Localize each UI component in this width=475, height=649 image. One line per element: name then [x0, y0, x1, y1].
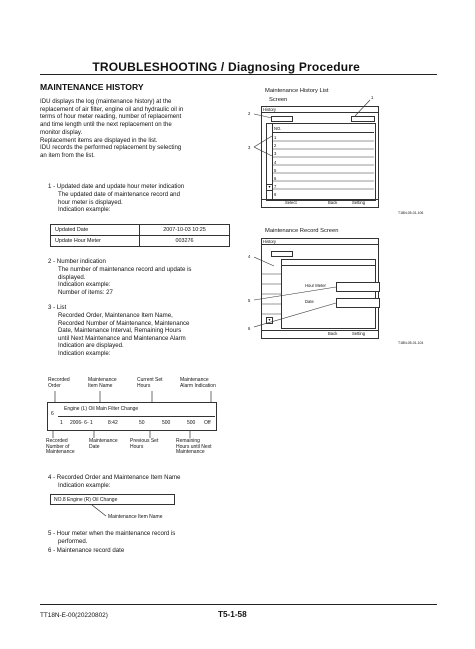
item2-heading: 2 - Number indication — [48, 258, 106, 265]
label-current-set: Current Set Hours — [137, 377, 163, 389]
list-row-time: 8:42 — [108, 420, 118, 426]
item3-heading: 3 - List — [48, 304, 67, 311]
item2-line: The number of maintenance record and update is — [58, 266, 192, 273]
item3-line: Indication example: — [58, 349, 111, 357]
item2-line: displayed. — [58, 273, 86, 281]
item5-heading: 5 - Hour meter when the maintenance record is — [48, 530, 176, 537]
fig2-window-title: History — [263, 239, 277, 244]
intro-paragraph — [40, 98, 236, 160]
item4-heading: 4 - Recorded Order and Maintenance Item Name — [48, 474, 181, 481]
list-row-previous: 50 — [139, 420, 145, 426]
intro-line: replacement of air filter, engine oil and hydraulic oil in — [40, 105, 184, 113]
table-cell-label: Update Hour Meter — [51, 236, 140, 247]
item4-leader — [90, 505, 110, 517]
fig2-hour-meter-label: Hour Meter — [305, 283, 326, 288]
fig1-window-title: History — [263, 107, 277, 112]
section-title: MAINTENANCE HISTORY — [40, 82, 144, 92]
intro-line: Replacement items are displayed in the list. — [40, 136, 158, 144]
page-header-title: TROUBLESHOOTING / Diagnosing Procedure — [92, 60, 360, 74]
label-alarm: Maintenance Alarm Indication — [180, 377, 216, 389]
list-row-count: 1 — [60, 420, 63, 426]
intro-line: monitor display. — [40, 128, 83, 136]
fig1-softkey-back[interactable]: Back — [328, 200, 338, 205]
header-rule — [40, 74, 437, 75]
fig2-callout-4: 4 — [248, 254, 251, 259]
fig2-date-label: Date — [305, 299, 314, 304]
item3-line: Date, Maintenance Interval, Remaining Hours — [58, 327, 182, 335]
table-row — [51, 225, 230, 236]
item3-line: Recorded Order, Maintenance Item Name, — [58, 312, 173, 319]
fig2-callout-5: 5 — [248, 298, 251, 303]
fig2-title-divider — [261, 244, 378, 245]
label-previous-set: Previous Set Hours — [130, 438, 159, 450]
item1-body — [58, 191, 234, 214]
item5-line: performed. — [58, 538, 88, 545]
fig2-caption: Maintenance Record Screen — [265, 228, 339, 234]
fig2-hour-meter-field[interactable] — [336, 282, 380, 292]
footer-rule — [40, 604, 437, 605]
fig1-callout-1: 1 — [371, 95, 374, 100]
label-remaining: Remaining Hours until Next Maintenance — [176, 438, 212, 456]
table-cell-value: 2007-10-03 10:25 — [140, 225, 230, 236]
table-row — [51, 236, 230, 247]
label-maintenance-date: Maintenance Date — [89, 438, 118, 450]
item1-heading: 1 - Updated date and update hour meter indication — [48, 183, 185, 190]
item3-line: until Next Maintenance and Maintenance Alarm — [58, 334, 186, 342]
fig1-callout-2: 2 — [248, 111, 251, 116]
intro-line: IDU displays the log (maintenance history) at the — [40, 98, 172, 105]
item6-heading: 6 - Maintenance record date — [48, 547, 125, 554]
item2-line: Indication example: — [58, 281, 111, 289]
fig1-scroll-down-icon[interactable]: ▼ — [267, 185, 272, 189]
fig1-no-label: NO. — [274, 126, 282, 131]
list-row-alarm: Off — [204, 420, 211, 426]
intro-line: terms of hour meter reading, number of replacement — [40, 113, 182, 121]
list-item-name: Engine (L) Oil Main Filter Change — [64, 406, 139, 412]
fig2-ref-code: T1BN-05-01-104 — [398, 341, 424, 345]
item2-line: Number of items: 27 — [58, 288, 113, 296]
item1-line: The updated date of maintenance record and — [58, 191, 180, 198]
fig1-caption: Maintenance History List Screen — [265, 88, 329, 103]
label-recorded-number: Recorded Number of Maintenance — [46, 438, 75, 456]
item3-line: Indication are displayed. — [58, 342, 124, 350]
footer-page-number: T5-1-58 — [218, 610, 247, 619]
update-info-table — [50, 224, 230, 247]
fig1-softkey-setting[interactable]: Setting — [352, 200, 366, 205]
intro-line: and time length until the next replacement on the — [40, 121, 172, 129]
list-row-date: 2006- 6- 1 — [70, 420, 93, 426]
item4-line: Indication example: — [58, 482, 111, 489]
fig1-ref-code: T1BN-05-01-106 — [398, 211, 424, 215]
intro-line: IDU records the performed replacement by selecting — [40, 144, 182, 152]
fig2-softkey-back[interactable]: Back — [328, 331, 338, 336]
item1-line: Indication example: — [58, 206, 111, 214]
fig2-scroll-down-icon[interactable]: ▼ — [267, 318, 272, 322]
fig2-date-input[interactable] — [336, 298, 380, 308]
intro-line: an item from the list. — [40, 151, 95, 159]
item3-body — [58, 312, 234, 358]
item1-line: hour meter is displayed. — [58, 198, 123, 206]
footer-doc-code: TT18N-E-00(20220802) — [40, 612, 108, 619]
item4-example-label: Maintenance Item Name — [108, 514, 163, 520]
list-row-remaining: 500 — [187, 420, 196, 426]
fig1-callout-leaders — [250, 96, 380, 156]
fig1-softkey-select[interactable]: Select — [285, 200, 297, 205]
item2-body — [58, 266, 234, 296]
table-cell-label: Updated Date — [51, 225, 140, 236]
list-divider — [58, 416, 215, 417]
table-cell-value: 003276 — [140, 236, 230, 247]
fig2-callout-6: 6 — [248, 326, 251, 331]
item3-line: Recorded Number of Maintenance, Maintenance — [58, 319, 190, 327]
fig1-callout-3: 3 — [248, 145, 251, 150]
item4-example-box: NO.8 Engine (R) Oil Change — [50, 494, 175, 505]
list-order-number: 6 — [51, 411, 54, 417]
label-recorded-order: Recorded Order — [48, 377, 70, 389]
fig2-softkey-setting[interactable]: Setting — [352, 331, 366, 336]
fig1-row-numbers: 1 2 3 4 5 6 7 8 — [274, 135, 277, 198]
list-row-current: 500 — [162, 420, 171, 426]
fig2-callout-leaders — [250, 254, 340, 334]
label-item-name: Maintenance Item Name — [88, 377, 117, 389]
